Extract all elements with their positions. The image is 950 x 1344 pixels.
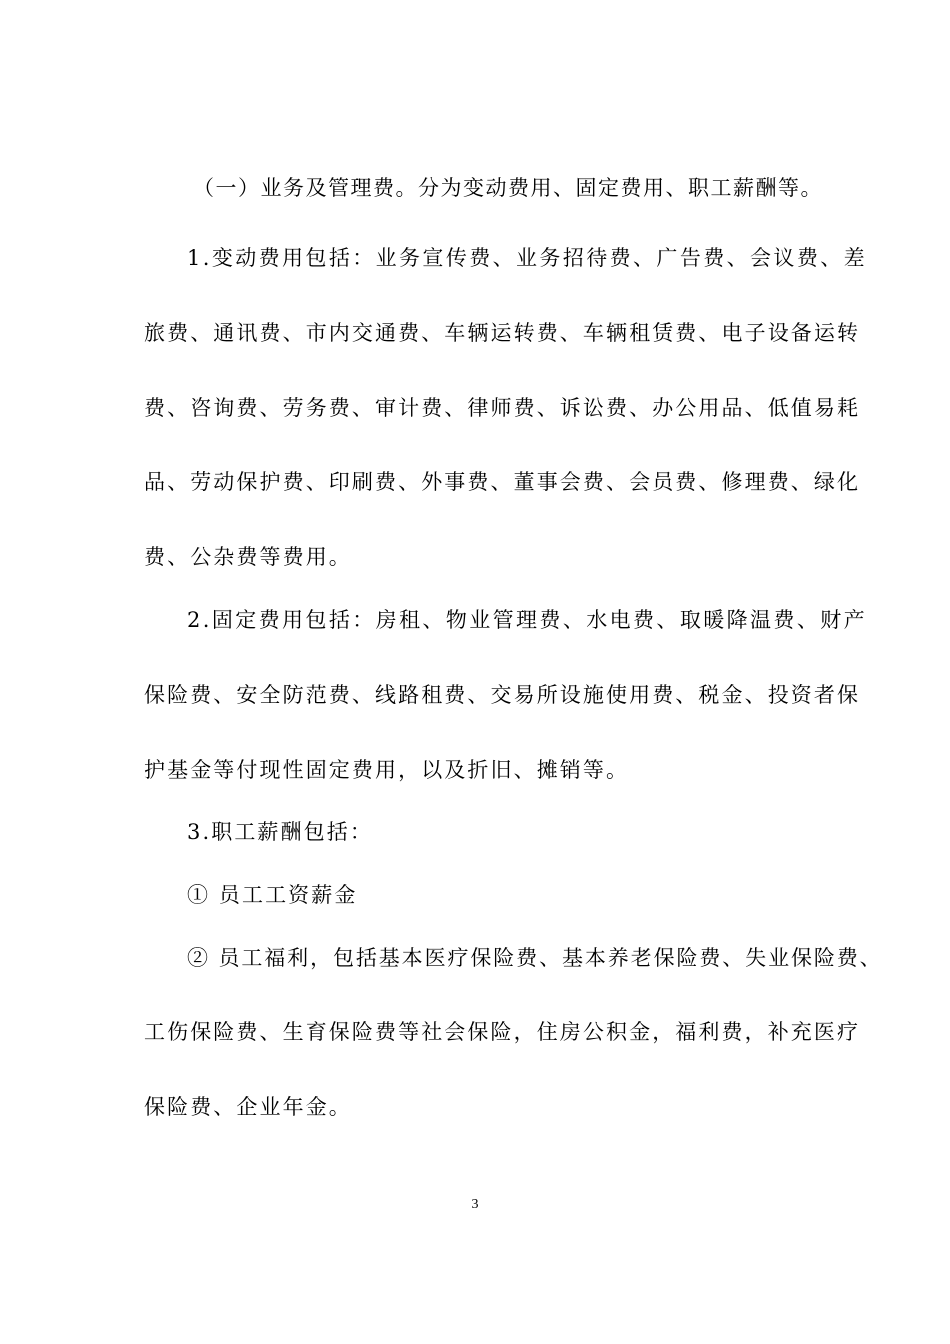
paragraph-line: 保险费、企业年金。 [144, 1095, 352, 1119]
paragraph-line: 3.职工薪酬包括： [187, 820, 373, 844]
paragraph-line: 2.固定费用包括：房租、物业管理费、水电费、取暖降温费、财产 [187, 608, 868, 632]
paragraph-line: 费、公杂费等费用。 [144, 545, 352, 569]
paragraph-line: 工伤保险费、生育保险费等社会保险，住房公积金，福利费，补充医疗 [144, 1020, 861, 1044]
paragraph-line: 品、劳动保护费、印刷费、外事费、董事会费、会员费、修理费、绿化 [144, 470, 861, 494]
section-heading: （一）业务及管理费。分为变动费用、固定费用、职工薪酬等。 [193, 176, 823, 200]
paragraph-line: 护基金等付现性固定费用，以及折旧、摊销等。 [144, 758, 630, 782]
paragraph-line: 费、咨询费、劳务费、审计费、律师费、诉讼费、办公用品、低值易耗 [144, 396, 861, 420]
paragraph-line: 保险费、安全防范费、线路租费、交易所设施使用费、税金、投资者保 [144, 683, 861, 707]
list-item: ① 员工工资薪金 [187, 883, 358, 907]
page-number: 3 [471, 1197, 479, 1212]
list-item: ② 员工福利，包括基本医疗保险费、基本养老保险费、失业保险费、 [187, 946, 883, 970]
paragraph-line: 旅费、通讯费、市内交通费、车辆运转费、车辆租赁费、电子设备运转 [144, 321, 861, 345]
paragraph-line: 1.变动费用包括：业务宣传费、业务招待费、广告费、会议费、差 [187, 246, 868, 270]
